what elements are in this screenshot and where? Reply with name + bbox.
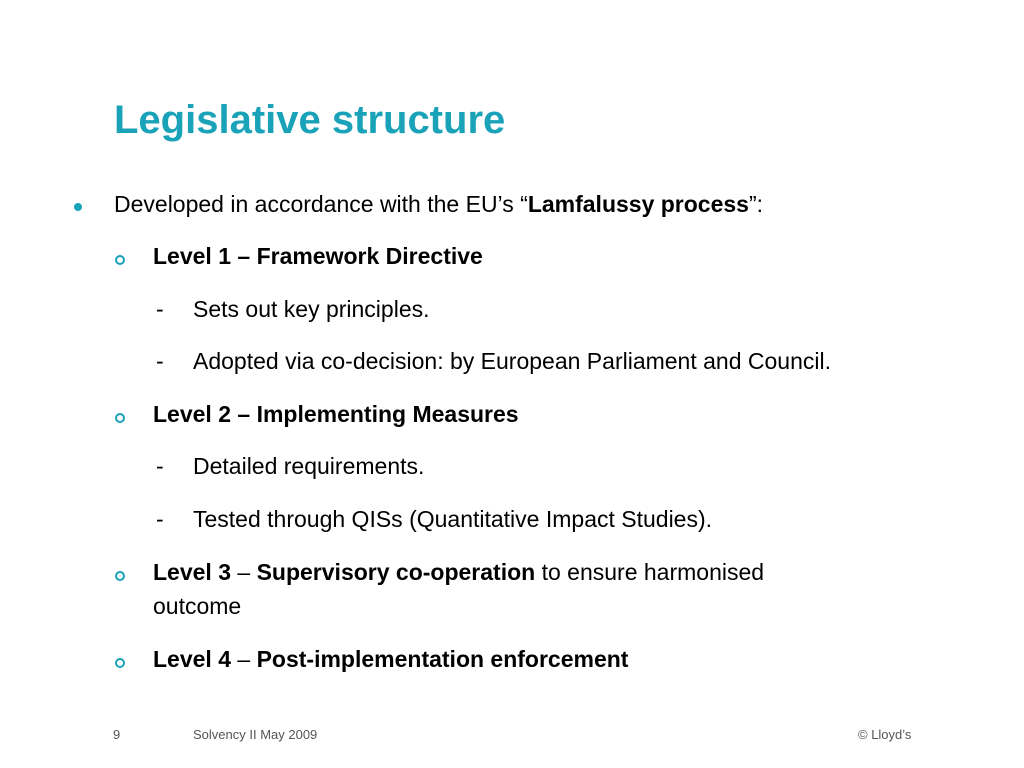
level4-sep: – bbox=[231, 646, 257, 672]
level2-item-2: Tested through QISs (Quantitative Impact Studies). bbox=[193, 506, 713, 532]
level3-sep: – bbox=[231, 559, 257, 585]
level4-label: Level 4 bbox=[153, 646, 231, 672]
level3-rest: to ensure harmonised bbox=[535, 559, 765, 585]
level4-ring-icon bbox=[115, 658, 125, 668]
dash-marker: - bbox=[156, 453, 164, 479]
footer-title: Solvency II May 2009 bbox=[193, 727, 318, 742]
level3-line2: outcome bbox=[153, 593, 242, 619]
level1-item-2: Adopted via co-decision: by European Parliament and Council. bbox=[193, 348, 831, 374]
level2-ring-icon bbox=[115, 413, 125, 423]
level2-heading: Level 2 – Implementing Measures bbox=[153, 401, 519, 427]
bullet-dot-icon bbox=[74, 203, 82, 211]
dash-marker: - bbox=[156, 348, 164, 374]
footer-copyright: © Lloyd’s bbox=[858, 727, 912, 742]
level4-bold: Post-implementation enforcement bbox=[256, 646, 629, 672]
level4-heading bbox=[153, 642, 628, 676]
bullet-text-post: ”: bbox=[748, 191, 764, 217]
dash-marker: - bbox=[156, 506, 164, 532]
level3-heading bbox=[153, 555, 764, 589]
bullet-lamfalussy bbox=[114, 187, 763, 221]
bullet-text-pre: Developed in accordance with the EU’s “ bbox=[114, 191, 528, 217]
level3-bold: Supervisory co-operation bbox=[256, 559, 536, 585]
dash-marker: - bbox=[156, 296, 164, 322]
bullet-text-bold: Lamfalussy process bbox=[527, 191, 749, 217]
slide-title: Legislative structure bbox=[114, 98, 506, 142]
level3-ring-icon bbox=[115, 571, 125, 581]
level3-label: Level 3 bbox=[153, 559, 231, 585]
level1-item-1: Sets out key principles. bbox=[193, 296, 430, 322]
level1-heading: Level 1 – Framework Directive bbox=[153, 243, 483, 269]
level1-ring-icon bbox=[115, 255, 125, 265]
level2-item-1: Detailed requirements. bbox=[193, 453, 425, 479]
page-number: 9 bbox=[113, 727, 121, 742]
